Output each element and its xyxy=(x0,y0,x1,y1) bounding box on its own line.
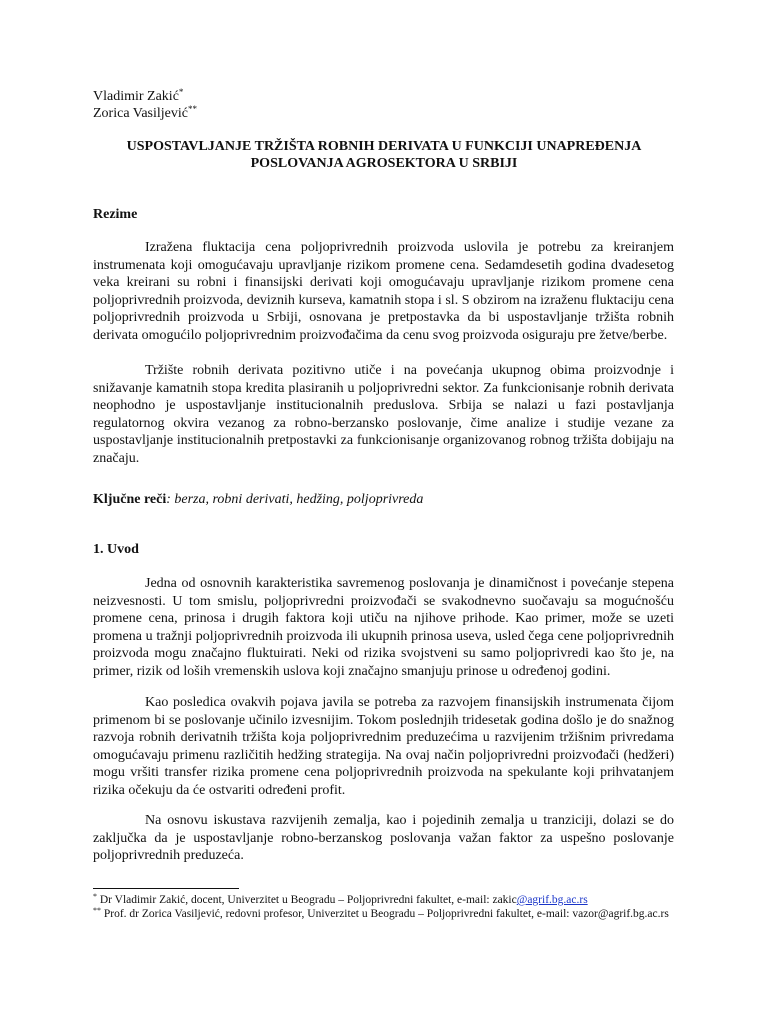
keywords xyxy=(93,491,423,508)
author-block xyxy=(93,88,197,122)
intro-paragraph-1: Jedna od osnovnih karakteristika savremenog poslovanja je dinamičnost i povećanje stepena neizvesnosti. U tom smislu, poljoprivredni proizvođači se svakodnevno suočavaju sa mogućnošću promene cena, prinosa i drugih faktora koji utiču na njihove prihode. Kao primer, može se uzeti promena u tražnji poljoprivrednih proizvoda ili ukupnih prinosa useva, usled čega cene poljoprivrednih proizvoda mogu značajno fluktuirati. Neki od rizika svojstveni su samo poljoprivredi kao što je, na primer, rizik od loših vremenskih uslova koji značajno smanjuju prinose u određenoj godini. xyxy=(93,576,674,679)
title-line-2: POSLOVANJA AGROSEKTORA U SRBIJI xyxy=(250,156,518,171)
section-heading-intro: 1. Uvod xyxy=(93,542,139,557)
summary-paragraph-1: Izražena fluktacija cena poljoprivrednih proizvoda uslovila je potrebu za kreiranjem instrumenata koji omogućavaju upravljanje rizikom promene cena. Sedamdesetih godina dvadesetog veka kreirani su robni i finansijski derivati koji omogućavaju upravljanje rizikom promene cena poljoprivrednih proizvoda, deviznih kurseva, kamatnih stopa i sl. S obzirom na izraženu fluktaciju cena poljoprivrednih proizvoda u Srbiji, osnovana je pretpostavka da bi uspostavljanje tržišta robnih derivata omogućilo poljoprivrednim proizvođačima da cenu svog proizvoda osiguraju pre žetve/berbe. xyxy=(93,240,674,343)
author-line-1 xyxy=(93,88,197,105)
keywords-text: : berza, robni derivati, hedžing, poljoprivreda xyxy=(166,492,424,507)
footnote-text: Dr Vladimir Zakić, docent, Univerzitet u Beogradu – Poljoprivredni fakultet, e-mail: zakic xyxy=(97,894,517,906)
summary-paragraph-2: Tržište robnih derivata pozitivno utiče i na povećanja ukupnog obima proizvodnje i snižavanje kamatnih stopa kredita plasiranih u poljoprivredni sektor. Za funkcionisanje robnih derivata neophodno je uspostavljanje institucionalnih preduslova. Srbija se nalazi u fazi postavljanja regulatornog okvira vezanog za robno-berzansko poslovanje, čime analize i studije vezane za uspostavljanje institucionalnih pretpostavki za funkcionisanje organizovanog robnog tržišta dobijaju na značaju. xyxy=(93,363,674,466)
footnote-marker: ** xyxy=(188,104,197,114)
footnote-marker: * xyxy=(178,87,184,97)
footnote-separator xyxy=(93,888,239,889)
paper-title xyxy=(90,138,678,172)
author-name: Vladimir Zakić xyxy=(93,89,179,104)
summary-heading: Rezime xyxy=(93,207,138,222)
author-name: Zorica Vasiljević xyxy=(93,106,188,121)
footnote-2 xyxy=(93,908,693,922)
title-line-1: USPOSTAVLJANJE TRŽIŠTA ROBNIH DERIVATA U FUNKCIJI UNAPREĐENJA xyxy=(126,139,642,154)
footnote-marker: ** xyxy=(93,906,101,915)
keywords-label: Ključne reči xyxy=(93,492,167,507)
footnote-1 xyxy=(93,894,693,908)
footnote-text: Prof. dr Zorica Vasiljević, redovni profesor, Univerzitet u Beogradu – Poljoprivredni fakultet, e-mail: vazor@agrif.bg.ac.rs xyxy=(101,908,669,920)
intro-paragraph-2: Kao posledica ovakvih pojava javila se potreba za razvojem finansijskih instrumenata čijom primenom bi se poslovanje učinilo izvesnijim. Tokom poslednjih tridesetak godina došlo je do snažnog razvoja robnih derivatnih tržišta koja poljoprivrednim preduzećima u razvijenim tržišnim privredama omogućavaju primenu različitih hedžing strategija. Na ovaj način poljoprivredni proizvođači (hedžeri) mogu vršiti transfer rizika promene cena poljoprivrednih proizvoda na spekulante koji prihvatanjem rizika očekuju da će ostvariti određeni profit. xyxy=(93,695,674,798)
author-line-2 xyxy=(93,105,197,122)
intro-paragraph-3: Na osnovu iskustava razvijenih zemalja, kao i pojedinih zemalja u tranziciji, dolazi se do zaključka da je uspostavljanje robno-berzanskog poslovanja važan faktor za uspešno poslovanje poljoprivrednih preduzeća. xyxy=(93,813,674,864)
footnote-marker: * xyxy=(93,892,97,901)
email-link[interactable]: @agrif.bg.ac.rs xyxy=(516,894,588,906)
